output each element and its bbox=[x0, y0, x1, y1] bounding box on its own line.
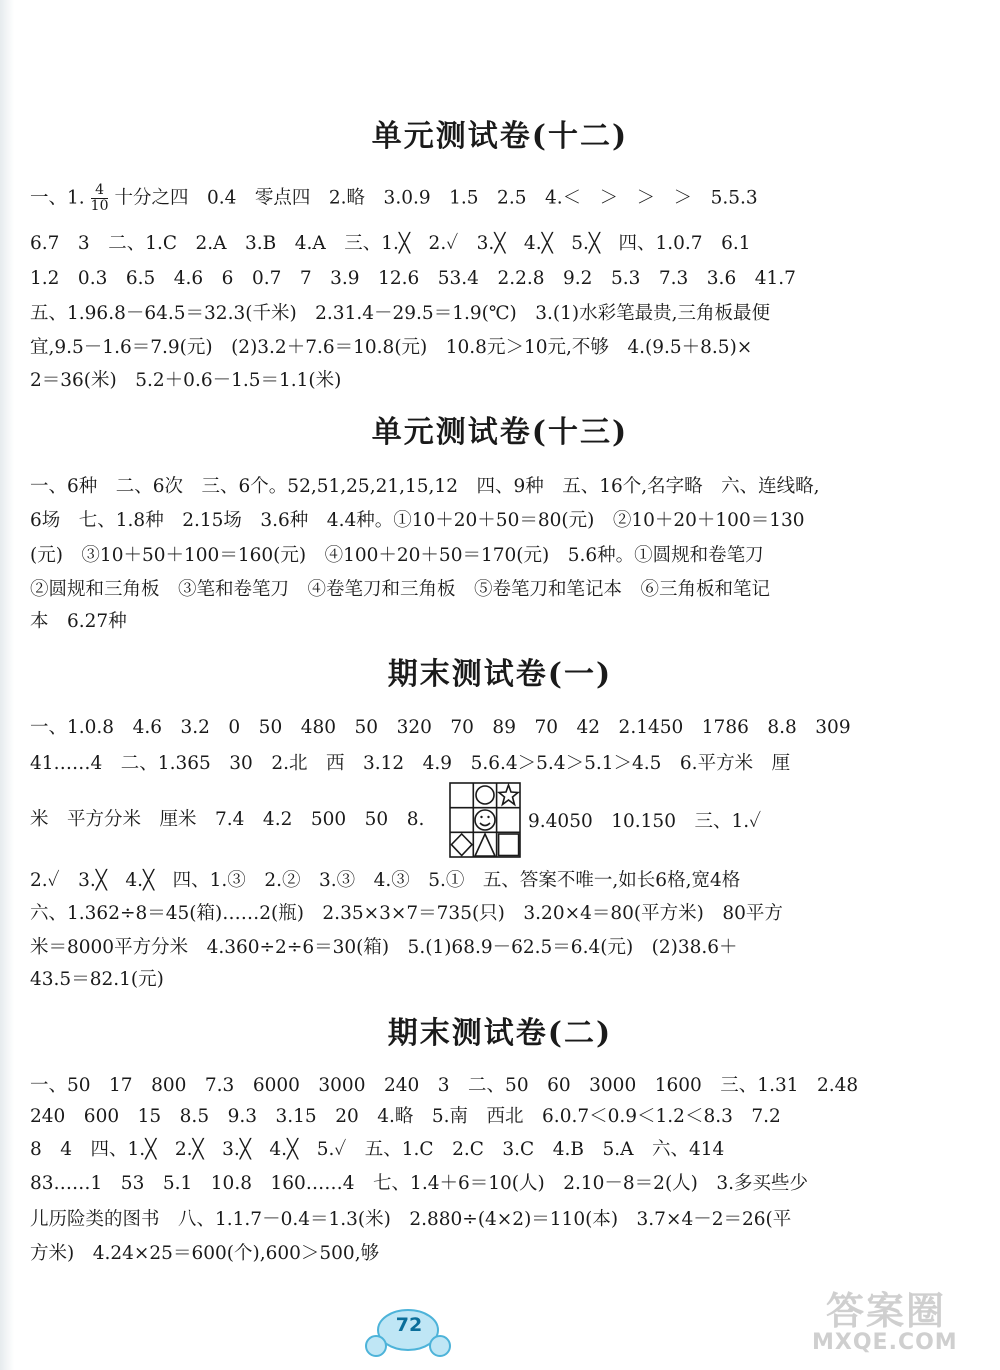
answer-line: 一、50 17 800 7.3 6000 3000 240 3 二、50 60 3000 1600 三、1.31 2.48 bbox=[30, 1075, 859, 1096]
answer-line: ②圆规和三角板 ③笔和卷笔刀 ④卷笔刀和三角板 ⑤卷笔刀和笔记本 ⑥三角板和笔记 bbox=[30, 579, 771, 600]
answer-line: 一、1.0.8 4.6 3.2 0 50 480 50 320 70 89 70 42 2.1450 1786 8.8 309 bbox=[30, 717, 851, 738]
watermark-logo-text: 答案圈 bbox=[826, 1289, 947, 1333]
answer-line: 1.2 0.3 6.5 4.6 6 0.7 7 3.9 12.6 53.4 2.2.8 9.2 5.3 7.3 3.6 41.7 bbox=[30, 268, 796, 289]
answer-line: 六、1.362÷8＝45(箱)……2(瓶) 2.35×3×7＝735(只) 3.20×4＝80(平方米) 80平方 bbox=[30, 903, 783, 924]
section-title-12: 单元测试卷(十二) bbox=[371, 119, 629, 154]
shape-grid-figure bbox=[449, 782, 521, 858]
section-title-final-1: 期末测试卷(一) bbox=[387, 657, 613, 692]
answer-prefix: 一、1. bbox=[30, 187, 85, 209]
watermark-url-text: MXQE.COM bbox=[812, 1330, 958, 1355]
answer-line: 米＝8000平方分米 4.360÷2÷6＝30(箱) 5.(1)68.9－62.5＝6.4(元) (2)38.6＋ bbox=[30, 937, 738, 958]
answer-line bbox=[30, 183, 980, 214]
answer-line: 五、1.96.8－64.5＝32.3(千米) 2.31.4－29.5＝1.9(℃) 3.(1)水彩笔最贵,三角板最便 bbox=[30, 303, 770, 324]
answer-line: 83……1 53 5.1 10.8 160……4 七、1.4＋6＝10(人) 2.10－8＝2(人) 3.多买些少 bbox=[30, 1173, 809, 1194]
page-number: 72 bbox=[395, 1314, 423, 1336]
answer-line: 9.4050 10.150 三、1.✓ bbox=[528, 811, 762, 832]
answer-line: 方米) 4.24×25＝600(个),600＞500,够 bbox=[30, 1243, 380, 1264]
answer-line: (元) ③10＋50＋100＝160(元) ④100＋20＋50＝170(元) 5.6种。①圆规和卷笔刀 bbox=[30, 545, 764, 566]
answer-line: 本 6.27种 bbox=[30, 611, 127, 632]
answer-line: 2.✓ 3.╳ 4.╳ 四、1.③ 2.② 3.③ 4.③ 5.① 五、答案不唯一,如长6格,宽4格 bbox=[30, 870, 741, 891]
section-title-final-2: 期末测试卷(二) bbox=[387, 1016, 613, 1051]
answer-line: 2＝36(米) 5.2＋0.6－1.5＝1.1(米) bbox=[30, 370, 342, 391]
answer-suffix: 十分之四 0.4 零点四 2.略 3.0.9 1.5 2.5 4.＜ ＞ ＞ ＞ 5.5.3 bbox=[114, 187, 758, 209]
fraction bbox=[91, 183, 109, 214]
answer-line: 8 4 四、1.╳ 2.╳ 3.╳ 4.╳ 5.✓ 五、1.C 2.C 3.C 4.B 5.A 六、414 bbox=[30, 1139, 725, 1160]
fraction-numerator: 4 bbox=[91, 183, 109, 199]
fraction-denominator: 10 bbox=[90, 198, 109, 214]
answer-line: 240 600 15 8.5 9.3 3.15 20 4.略 5.南 西北 6.0.7＜0.9＜1.2＜8.3 7.2 bbox=[30, 1106, 781, 1127]
answer-line: 6.7 3 二、1.C 2.A 3.B 4.A 三、1.╳ 2.✓ 3.╳ 4.╳ 5.╳ 四、1.0.7 6.1 bbox=[30, 233, 751, 254]
section-title-13: 单元测试卷(十三) bbox=[371, 415, 629, 450]
answer-line: 宜,9.5－1.6＝7.9(元) (2)3.2＋7.6＝10.8(元) 10.8元＞10元,不够 4.(9.5＋8.5)× bbox=[30, 337, 753, 358]
answer-line: 一、6种 二、6次 三、6个。52,51,25,21,15,12 四、9种 五、16个,名字略 六、连线略, bbox=[30, 476, 820, 497]
answer-line: 43.5＝82.1(元) bbox=[30, 969, 164, 990]
answer-line: 6场 七、1.8种 2.15场 3.6种 4.4种。①10＋20＋50＝80(元) ②10＋20＋100＝130 bbox=[30, 510, 805, 531]
answer-line: 41……4 二、1.365 30 2.北 西 3.12 4.9 5.6.4＞5.4＞5.1＞4.5 6.平方米 厘 bbox=[30, 753, 791, 774]
answer-line: 米 平方分米 厘米 7.4 4.2 500 50 8. bbox=[30, 809, 425, 830]
answer-line: 儿历险类的图书 八、1.1.7－0.4＝1.3(米) 2.880÷(4×2)＝110(本) 3.7×4－2＝26(平 bbox=[30, 1209, 792, 1230]
